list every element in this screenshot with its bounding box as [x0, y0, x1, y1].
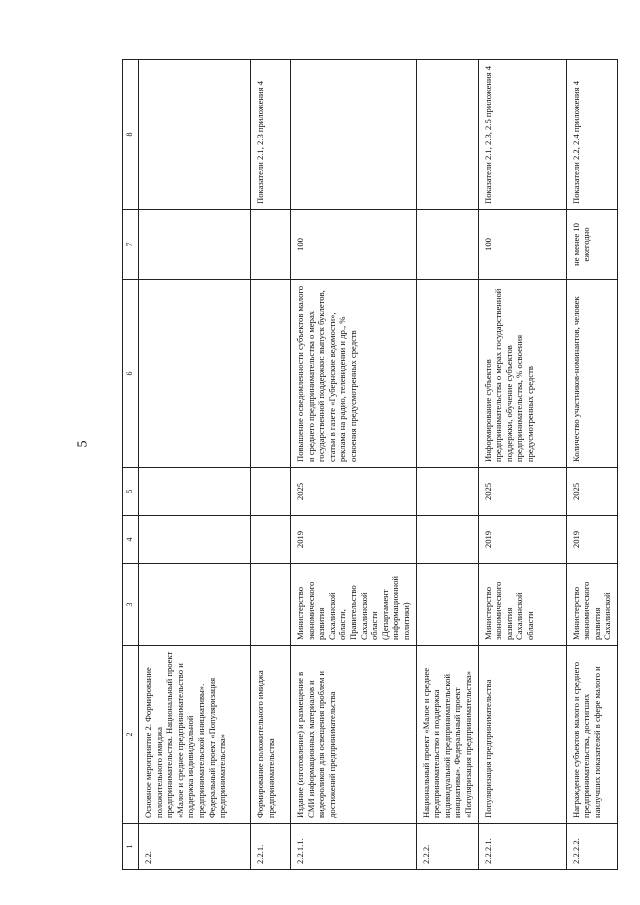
activity-name-cell: Формирование положительного имиджа предпринимательства [251, 646, 291, 824]
executor-cell [139, 564, 251, 646]
target-value-cell: 100 [291, 210, 417, 280]
header-cell-2: 2 [123, 646, 139, 824]
target-value-cell: не менее 10 ежегодно [566, 210, 617, 280]
header-cell-1: 1 [123, 824, 139, 870]
activity-name-cell: Награждение субъектов малого и среднего предпринимательства, достигших наилучших показателей в сфере малого и [566, 646, 617, 824]
header-cell-3: 3 [123, 564, 139, 646]
rotated-table-container [122, 60, 613, 870]
table-header-row [123, 60, 139, 870]
start-year-cell: 2019 [291, 516, 417, 564]
end-year-cell [251, 468, 291, 516]
target-value-cell [251, 210, 291, 280]
indicators-cell [291, 60, 417, 210]
result-description-cell [416, 280, 478, 468]
result-description-cell: Повышение осведомленности субъектов малого и среднего предпринимательства о мерах государственной поддержки: выпуск буклетов, статьи в газете «Губернские ведомости», реклама на радио, телевидении и др., % освоения предусмотренных средств [291, 280, 417, 468]
executor-cell: Министерство экономического развития Сахалинской [566, 564, 617, 646]
table-row [251, 60, 291, 870]
start-year-cell [139, 516, 251, 564]
table-rotation-frame [122, 60, 613, 870]
target-value-cell [139, 210, 251, 280]
activity-name-cell: Основное мероприятие 2. Формирование положительного имиджа предпринимательства. Национальный проект «Малое и среднее предпринимательство и поддержка индивидуальной предпринимательской инициативы». Федеральный проект «Популяризация предпринимательства» [139, 646, 251, 824]
row-number-cell: 2.2.1. [251, 824, 291, 870]
row-number-cell: 2.2.2.1. [478, 824, 566, 870]
executor-cell [416, 564, 478, 646]
executor-cell: Министерство экономического развития Сахалинской области [478, 564, 566, 646]
program-activities-table [122, 59, 618, 870]
row-number-cell: 2.2. [139, 824, 251, 870]
result-description-cell: Информирование субъектов предпринимательства о мерах государственной поддержки, обучение субъектов предпринимательства, % освоения предусмотренных средств [478, 280, 566, 468]
activity-name-cell: Национальный проект «Малое и среднее предпринимательство и поддержка индивидуальной предпринимательской инициативы». Федеральный проект «Популяризация предпринимательства» [416, 646, 478, 824]
indicators-cell [139, 60, 251, 210]
table-row [416, 60, 478, 870]
executor-cell [251, 564, 291, 646]
end-year-cell [416, 468, 478, 516]
start-year-cell [251, 516, 291, 564]
start-year-cell: 2019 [478, 516, 566, 564]
target-value-cell [416, 210, 478, 280]
row-number-cell: 2.2.2. [416, 824, 478, 870]
result-description-cell: Количество участников-номинантов, человек [566, 280, 617, 468]
activity-name-cell: Популяризация предпринимательства [478, 646, 566, 824]
table-row [291, 60, 417, 870]
executor-cell: Министерство экономического развития Сахалинской области, Правительство Сахалинской области (Департамент информационной политики) [291, 564, 417, 646]
indicators-cell: Показатели 2.1, 2.3 приложения 4 [251, 60, 291, 210]
end-year-cell: 2025 [566, 468, 617, 516]
header-cell-8: 8 [123, 60, 139, 210]
start-year-cell: 2019 [566, 516, 617, 564]
result-description-cell [251, 280, 291, 468]
indicators-cell: Показатели 2.1, 2.3, 2.5 приложения 4 [478, 60, 566, 210]
header-cell-5: 5 [123, 468, 139, 516]
row-number-cell: 2.2.2.2. [566, 824, 617, 870]
indicators-cell [416, 60, 478, 210]
row-number-cell: 2.2.1.1. [291, 824, 417, 870]
result-description-cell [139, 280, 251, 468]
page-number: 5 [75, 440, 91, 448]
end-year-cell: 2025 [291, 468, 417, 516]
table-row [139, 60, 251, 870]
target-value-cell: 100 [478, 210, 566, 280]
header-cell-6: 6 [123, 280, 139, 468]
end-year-cell: 2025 [478, 468, 566, 516]
indicators-cell: Показатели 2.2, 2.4 приложения 4 [566, 60, 617, 210]
activity-name-cell: Издание (изготовление) и размещение в СМИ информационных материалов и видеороликов для освещения проблем и достижений предпринимательства [291, 646, 417, 824]
start-year-cell [416, 516, 478, 564]
table-row [478, 60, 566, 870]
table-row [566, 60, 617, 870]
header-cell-4: 4 [123, 516, 139, 564]
end-year-cell [139, 468, 251, 516]
header-cell-7: 7 [123, 210, 139, 280]
